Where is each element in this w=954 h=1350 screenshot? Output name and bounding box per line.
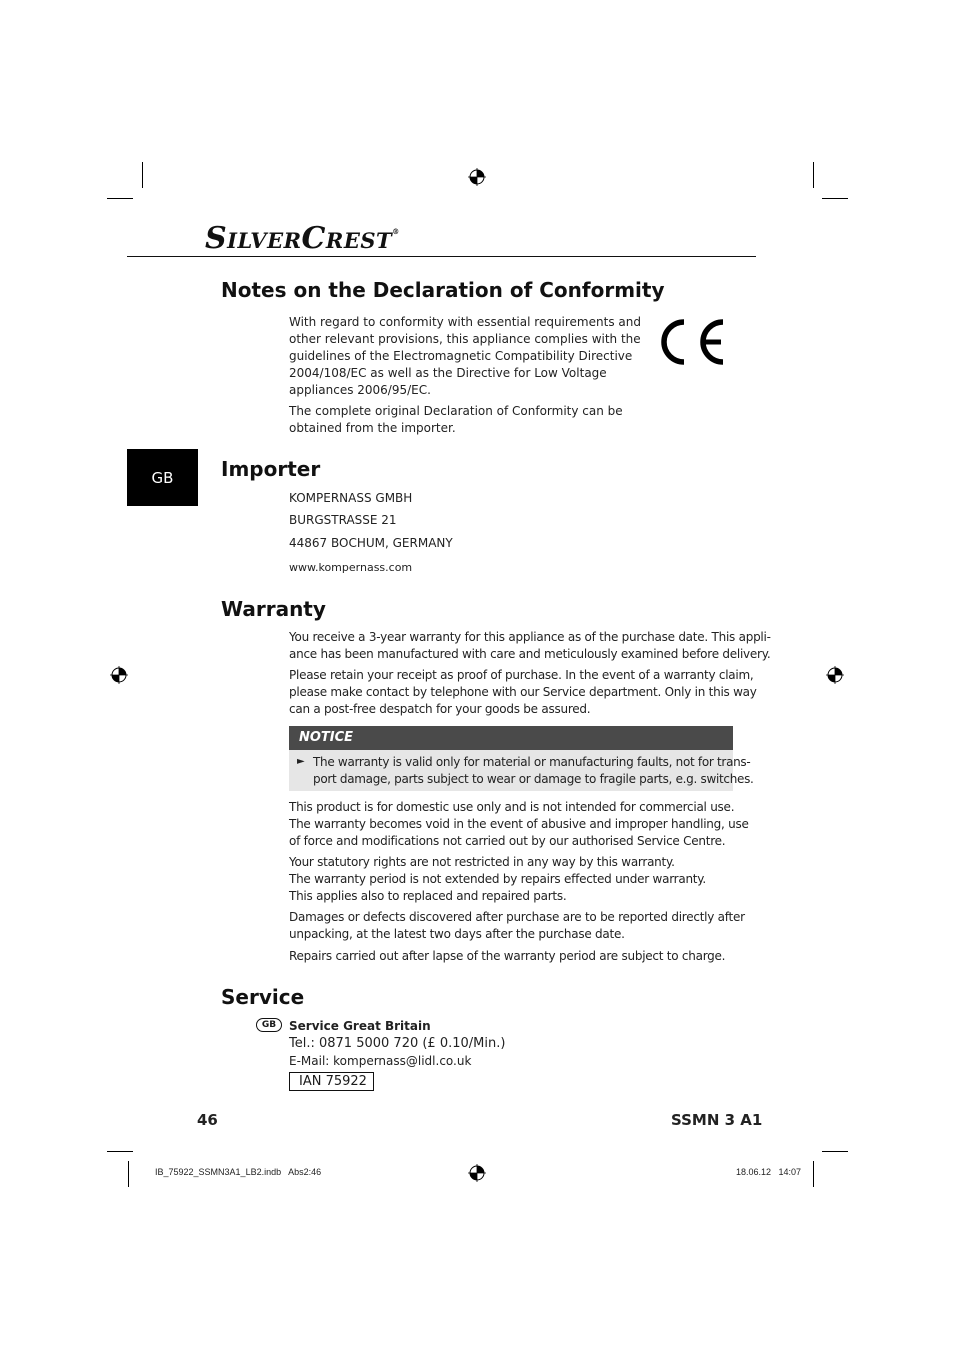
bullet-arrow-icon: ►: [297, 756, 305, 767]
declaration-paragraph-2: The complete original Declaration of Conformity can be obtained from the importer.: [289, 404, 623, 435]
page-number: 46: [197, 1111, 218, 1129]
crop-mark: [822, 1151, 848, 1152]
crop-mark: [107, 1151, 133, 1152]
notice-title: NOTICE: [289, 726, 733, 750]
importer-street: BURGSTRASSE 21: [289, 513, 397, 527]
importer-city: 44867 BOCHUM, GERMANY: [289, 536, 453, 550]
warranty-heading: Warranty: [221, 597, 326, 621]
country-badge: GB: [256, 1018, 282, 1032]
registration-mark-icon: [826, 666, 844, 684]
declaration-paragraph: With regard to conformity with essential requirements and other relevant provisions, this appliance complies with the guidelines of the Electromagnetic Compatibility Directive 2004/108/EC as well as the Directive for Low Voltage appliances 2006/95/EC.: [289, 315, 641, 397]
service-email: E-Mail: kompernass@lidl.co.uk: [289, 1054, 472, 1068]
notice-text: The warranty is valid only for material or manufacturing faults, not for trans- port damage, parts subject to wear or damage to fragile parts, e.g. switches.: [313, 755, 754, 786]
warranty-paragraph: Your statutory rights are not restricted in any way by this warranty. The warranty period is not extended by repairs effected under warranty. This applies also to replaced and repaired parts.: [289, 855, 706, 903]
declaration-heading: Notes on the Declaration of Conformity: [221, 278, 665, 302]
warranty-paragraph: Please retain your receipt as proof of purchase. In the event of a warranty claim, please make contact by telephone with our Service department. Only in this way can a post-free despatch for your goods be assured.: [289, 668, 757, 716]
warranty-paragraph: Damages or defects discovered after purchase are to be reported directly after unpacking, at the latest two days after the purchase date.: [289, 910, 745, 941]
warranty-paragraph: Repairs carried out after lapse of the warranty period are subject to charge.: [289, 949, 726, 963]
importer-company: KOMPERNASS GMBH: [289, 491, 413, 505]
service-center-name: Service Great Britain: [289, 1019, 431, 1033]
crop-mark: [813, 1161, 814, 1187]
importer-heading: Importer: [221, 457, 321, 481]
crop-mark: [813, 162, 814, 188]
warranty-paragraph: This product is for domestic use only and is not intended for commercial use. The warranty becomes void in the event of abusive and improper handling, use of force and modifications not carried out by our authorised Service Centre.: [289, 800, 749, 848]
print-slug-file: IB_75922_SSMN3A1_LB2.indb Abs2:46: [155, 1167, 322, 1177]
registration-mark-icon: [468, 1164, 486, 1182]
ce-mark-icon: [657, 318, 727, 366]
crop-mark: [107, 198, 133, 199]
registration-mark-icon: [110, 666, 128, 684]
warranty-paragraph: You receive a 3-year warranty for this appliance as of the purchase date. This appli- ance has been manufactured with care and meticulously examined before delivery.: [289, 630, 771, 661]
service-phone: Tel.: 0871 5000 720 (£ 0.10/Min.): [289, 1036, 506, 1051]
crop-mark: [142, 162, 143, 188]
crop-mark: [822, 198, 848, 199]
language-tab: GB: [127, 449, 198, 506]
model-number: SSMN 3 A1: [671, 1111, 763, 1129]
service-heading: Service: [221, 985, 305, 1009]
registration-mark-icon: [468, 168, 486, 186]
header-rule: [127, 256, 756, 257]
print-slug-datetime: 18.06.12 14:07: [736, 1167, 802, 1177]
crop-mark: [128, 1161, 129, 1187]
brand-logo: SILVERCREST®: [205, 221, 400, 256]
ian-box: IAN 75922: [289, 1072, 374, 1091]
importer-website: www.kompernass.com: [289, 561, 413, 574]
